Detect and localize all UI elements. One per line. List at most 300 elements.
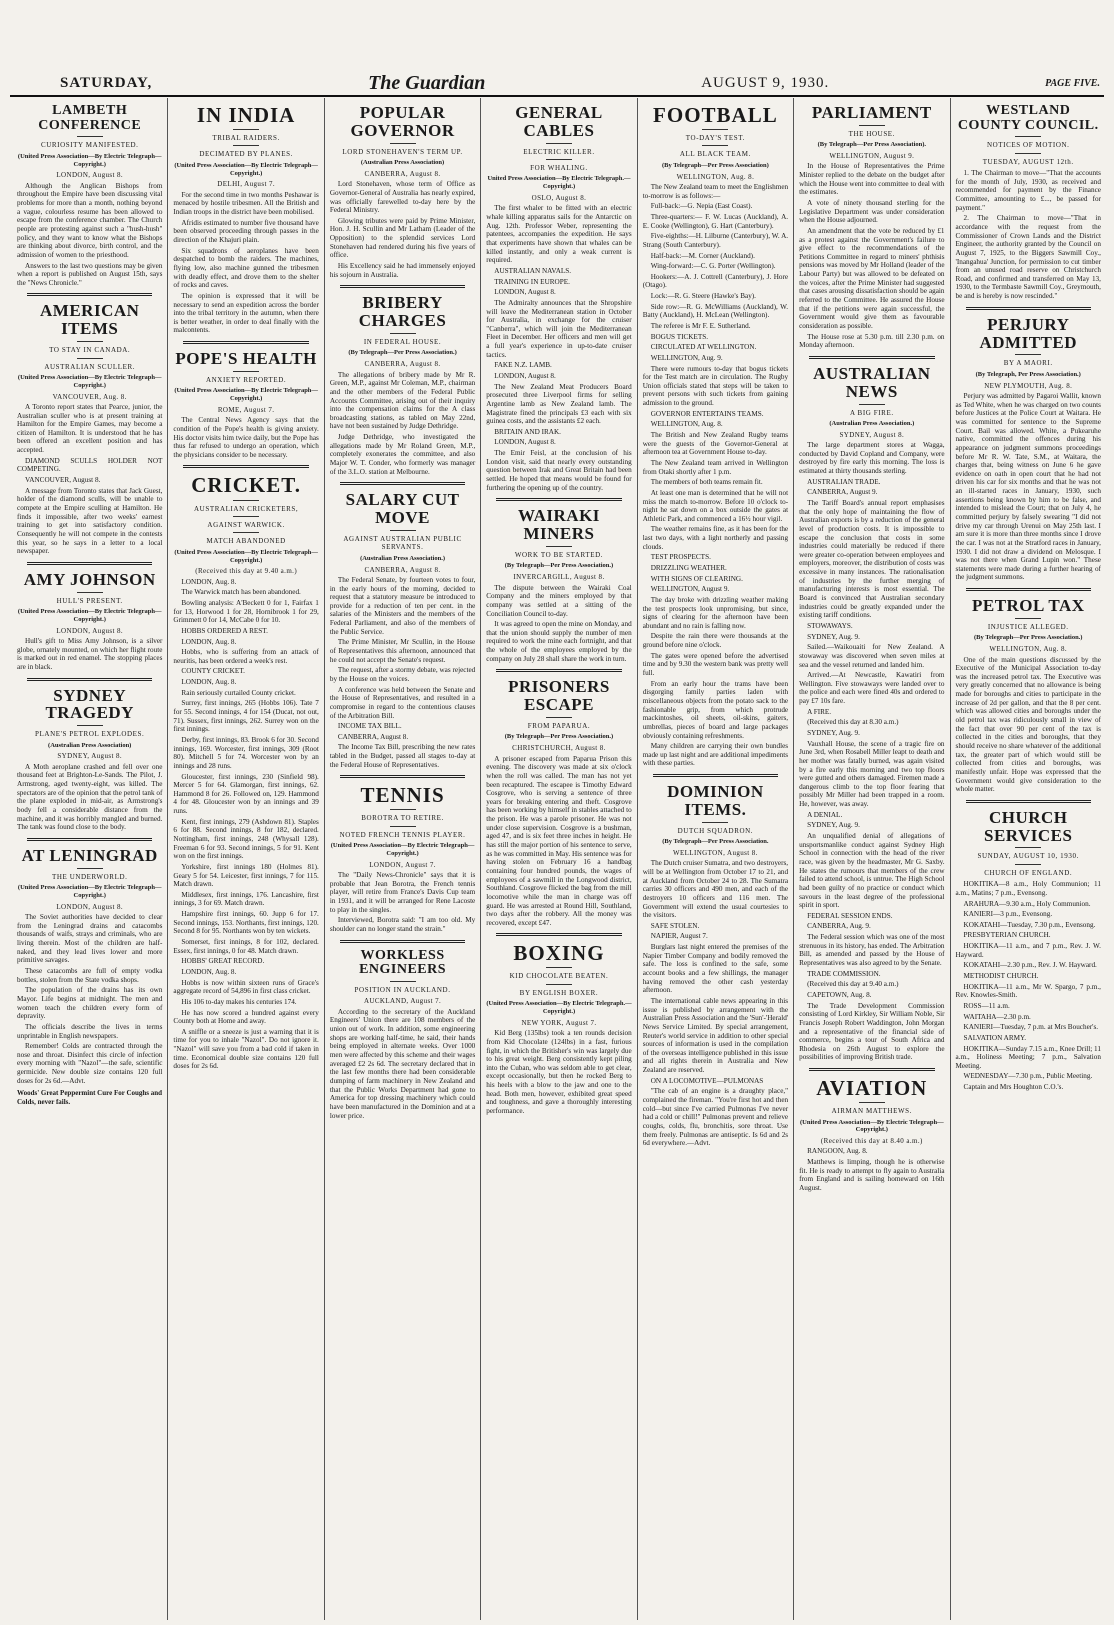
article-paragraph: In the House of Representatives the Prime Minister replied to the debate on the budget after which the House went into committee to deal with the estimates. [799, 162, 945, 197]
article-paragraph: Hobbs is now within sixteen runs of Grace's aggregate record of 54,896 in first class cricket. [173, 978, 319, 996]
article [17, 687, 162, 832]
article-dateline: DELHI, August 7. [217, 180, 275, 189]
article-body [173, 191, 318, 335]
article-credit: United Press Association—By Electric Telegraph.—Copyright.) [487, 175, 631, 191]
article-paragraph: A DENIAL. [807, 810, 843, 819]
article-paragraph: SYDNEY, Aug. 9. [807, 821, 860, 830]
article-paragraph: Although the Anglican Bishops from throughout the Empire have been discussing vital problems for more than a month, nothing beyond a vague, colourless resume has been allowed to escape from the conference chamber. The Church people are protesting against such a "hush-hush" policy, and they want to know what the Bishops are thinking about divorce, birth control, and the admission of women to the priesthood. [17, 181, 163, 259]
article-divider [27, 293, 152, 296]
article-paragraph: METHODIST CHURCH. [963, 972, 1039, 981]
article-paragraph: Side row:—R. G. McWilliams (Auckland), W. Batty (Auckland), H. McLean (Wellington). [642, 302, 789, 320]
article-paragraph: Six squadrons of aeroplanes have been despatched to bomb the raiders. The machines, flying low, also machine gunned the tribesmen with deadly effect, and drove them to the shelter of rocks and caves. [173, 246, 319, 290]
article-paragraph: Interviewed, Borotra said: "I am too old. My shoulder can no longer stand the strain." [329, 916, 476, 934]
article-subheading: BOROTRA TO RETIRE. [330, 809, 475, 822]
article-paragraph: CANBERRA, August 9. [807, 488, 878, 497]
article-paragraph: Kent, first innings, 279 (Ashdown 81). Staples 6 for 88. Second innings, 8 for 182, declared. Nottingham, first innings, 248 (Whysall 128). Freeman 6 for 93. Second innings, 5 for 91. Kent won on the first innings. [173, 817, 319, 861]
article-paragraph: KOKATAHI—Tuesday, 7.30 p.m., Evensong. [963, 920, 1096, 929]
article-paragraph: His 106 to-day makes his centuries 174. [181, 997, 297, 1006]
article-headline: PRISONERS ESCAPE [508, 677, 610, 715]
article-credit: (By Telegraph—Per Press Association). [817, 141, 927, 149]
article-paragraph: Hampshire first innings, 60. Jupp 6 for 17. Second innings, 153. Northants, first innings, 120. Second 8 for 95. Northants won by ten wickets. [173, 910, 319, 936]
article-paragraph: PRESBYTERIAN CHURCH. [963, 931, 1051, 940]
article [956, 104, 1101, 301]
article-headline: CHURCH SERVICES [984, 807, 1073, 845]
article-paragraph: A prisoner escaped from Paparua Prison this evening. The discovery was made at six o'clock when the roll was called. The man has not yet been recaptured. The escapee is Timothy Edward Cosgrove, who is serving a sentence of three years for breaking entering and theft. Cosgrove has been working by himself in stables attached to the prison. He was a parole prisoner. He was not under close supervision. Cosgrove is a bushman, aged 47, and is six feet three inches in height. He has still the major portion of his sentence to serve, as he was committed in May. His sentence was for having stolen on February 16 a handbag containing four hundred pounds, the wages of employees of a sawmill in the Longwood district, Southland. Cosgrove flicked the bag from the mill locomotive while the man in charge was off guard. He was arrested at Round Hill, Southland, two days after the robbery. All the money was recovered, except £47. [486, 754, 632, 927]
article-credit: (United Press Association—By Electric Telegraph—Copyright.) [330, 842, 475, 857]
article [17, 1089, 162, 1106]
article-dateline: LONDON, August 8. [56, 171, 124, 180]
article-dateline: INVERCARGILL, August 8. [513, 573, 605, 582]
article-body [173, 416, 318, 459]
article [643, 783, 788, 1148]
article-subheading: TRIBAL RAIDERS. [173, 129, 318, 142]
article [173, 350, 318, 459]
article-body [17, 763, 162, 832]
article-divider [966, 588, 1091, 591]
article-paragraph: Wing-forward:—C. G. Porter (Wellington). [650, 262, 776, 271]
article-dateline: ROME, August 7. [217, 405, 275, 414]
article-paragraph: BRITAIN AND IRAK. [494, 427, 561, 436]
article-dateline: SYDNEY, August 8. [57, 752, 123, 761]
article-body [330, 371, 475, 477]
article-headline: BRIBERY CHARGES [358, 293, 447, 331]
article-paragraph: The Emir Feisl, at the conclusion of his London visit, said that nearly every outstanding question between Irak and Great Britain had been settled. He hoped that means would be found for furthering the opening up of the country. [486, 449, 632, 492]
article [799, 1077, 944, 1193]
article-body [173, 578, 318, 1071]
article-dateline: NEW PLYMOUTH, Aug. 8. [984, 381, 1073, 390]
article-paragraph: The Admiralty announces that the Shropshire will leave the Mediterranean station in October for Australia, in exchange for the cruiser "Canberra", which will join the Mediterranean Fleet in December. Her officers and men will get a full year's experience in up-to-date cruiser tactics. [486, 298, 632, 359]
column-5 [638, 98, 794, 1620]
article-paragraph: KANIERI—3 p.m., Evensong. [963, 910, 1053, 919]
article-dateline: (Received this day at 8.40 a.m.) [820, 1137, 923, 1146]
article-subheading: ELECTRIC KILLER. [486, 143, 631, 156]
article [330, 949, 475, 1120]
article-paragraph: The Federal session which was one of the most strenuous in its history, has ended. The Arbitration Bill, as amended and passed by the House of Representatives was also agreed to by the Senate. [799, 933, 945, 968]
article-paragraph: The gates were opened before the advertised time and by 9.30 the western bank was pretty well full. [642, 651, 789, 678]
article-paragraph: WITH SIGNS OF CLEARING. [650, 574, 743, 583]
article-subheading: MATCH ABANDONED [173, 532, 318, 545]
article-subheading: TUESDAY, AUGUST 12th. [956, 153, 1101, 166]
article-paragraph: "The cab of an engine is a draughty place," complained the fireman. "You're first hot and then cold—but since I've carried Pulmonas I've never had a cold or chill!" Pulmonas prevent and relieve coughs, colds, flu, bronchitis, sore throat. Use them freely. Pulmonas are antiseptic. Is 6d and 2s 6d everywhere.—Advt. [642, 1087, 789, 1148]
article-dateline: OSLO, August 8. [531, 194, 587, 203]
article-body [956, 392, 1101, 582]
article [486, 507, 631, 663]
advertisement-text: Woods' Great Peppermint Cure For Coughs and Colds, never fails. [17, 1089, 163, 1106]
article [17, 104, 162, 287]
article-paragraph: The Federal Senate, by fourteen votes to four, in the early hours of the morning, decided to request that a statutory measure be introduced to provide for a reduction of ten per cent. in the salaries of the Ministers and the members of the Federal Parliament, and also of the members of the Public Service. [329, 575, 476, 636]
article-dateline: LONDON, August 7. [369, 860, 436, 869]
article-dateline: CHRISTCHURCH, August 8. [512, 744, 606, 753]
article-subheading: LORD STONEHAVEN'S TERM UP. [330, 143, 475, 156]
article-paragraph: SYDNEY, Aug. 9. [807, 729, 860, 737]
article-body [486, 204, 631, 492]
article-paragraph: KANIERI—Tuesday, 7 p.m. at Mrs Boucher's. [963, 1023, 1099, 1032]
article-credit: (By Telegraph—Per Press Association.) [504, 562, 614, 570]
article-paragraph: A message from Toronto states that Jack Guest, holder of the diamond sculls, will be unable to compete at the Empire sculling at Hamilton. He finds it impossible, after two weeks' earnest training to get into satisfactory condition. Consequently he will not compete in the contests this year, so he says in a letter to a local newspaper. [17, 486, 163, 556]
article-paragraph: A Toronto report states that Pearce, junior, the Australian sculler who is at present training at Hamilton for the Empire Games, may become a citizen of Hamilton. It is understood that he has been offered an excellent position and has accepted. [17, 402, 163, 455]
article-paragraph: TRAINING IN EUROPE. [494, 277, 570, 286]
article-divider [27, 562, 152, 565]
article-body [799, 1147, 944, 1192]
article-paragraph: A Moth aeroplane crashed and fell over one thousand feet at Brighton-Le-Sands. The Pilot, J. Armstrong, aged twenty-eight, was killed. The spectators are of the opinion that the petrol tank of the plane exploded in mid-air, as Armstrong's body fell a considerable distance from the machine, and it was horribly mangled and burned. The tank was found close to the body. [17, 762, 163, 832]
article [330, 104, 475, 279]
article-paragraph: LONDON, August 8. [494, 288, 556, 297]
article-paragraph: An unqualified denial of allegations of unsportsmanlike conduct against Sydney High School in connection with the head of the river race, was given by the headmaster, Mr G. Saxby. He states the rumours that members of the crew failed to attend school, is untrue. The High School had been guilty of no practice or conduct which savours in the least degree of the professional spirit in sport. [799, 832, 945, 910]
article-paragraph: The officials describe the lives in terms unprintable in English newspapers. [17, 1022, 163, 1040]
article-paragraph: TEST PROSPECTS. [650, 553, 711, 562]
article-paragraph: KOKATAHI—2.30 p.m., Rev. J. W. Hayward. [963, 961, 1097, 970]
article-subheading: SUNDAY, AUGUST 10, 1930. [956, 847, 1101, 860]
article-paragraph: Three-quarters:— F. W. Lucas (Auckland), A. E. Cooke (Wellington), G. Hart (Canterbury). [642, 212, 789, 230]
article-credit: (By Telegraph—Per Press Association) [661, 161, 769, 169]
article-headline: WAIRAKI MINERS [518, 506, 600, 544]
article-paragraph: HOKITIKA—Sunday 7.15 a.m., Knee Drill; 11 a.m., Holiness Meeting; 7 p.m., Salvation Meeting. [955, 1044, 1101, 1070]
article-subheading: CHURCH OF ENGLAND. [956, 864, 1101, 877]
article-paragraph: The Warwick match has been abandoned. [181, 588, 301, 597]
article-credit: (United Press Association—By Electric Telegraph—Copyright.) [800, 1118, 944, 1134]
article-dateline: WELLINGTON, Aug. 8. [676, 172, 755, 181]
article-credit: (Australian Press Association.) [360, 554, 446, 562]
article-paragraph: AUSTRALIAN TRADE. [807, 477, 881, 486]
article-dateline: NEW YORK, August 7. [521, 1018, 597, 1027]
article-paragraph: The day broke with drizzling weather making the test prospects look unpromising, but since, signs of clearing for the afternoon have been abundant and no rain is falling now. [642, 595, 789, 630]
article-headline: TENNIS [360, 783, 445, 808]
article [643, 104, 788, 768]
article [799, 104, 944, 350]
article-dateline: CANBERRA, August 8. [364, 169, 441, 178]
article-subheading: DUTCH SQUADRON. [643, 822, 788, 835]
article-paragraph: His Excellency said he had immensely enjoyed his sojourn in Australia. [329, 262, 476, 279]
article-subheading: AUSTRALIAN CRICKETERS, [173, 500, 318, 513]
article-paragraph: Afridis estimated to number five thousand have been observed proceeding through passes in the direction of the Khajuri plain. [173, 218, 319, 245]
article-paragraph: CIRCULATED AT WELLINGTON. [650, 343, 757, 352]
article-paragraph: SALVATION ARMY. [963, 1033, 1027, 1042]
article-body [486, 755, 631, 928]
article-paragraph: SAFE STOLEN. [650, 921, 700, 930]
article-subheading: TO STAY IN CANADA. [17, 341, 162, 354]
article-body [956, 169, 1101, 301]
article-paragraph: Derby, first innings, 83. Brook 6 for 30. Second innings, 169. Worcester, first innings, 309 (Root 80). Mitchell 5 for 74. Worcester won by an innings and 28 runs. [173, 735, 319, 770]
article-headline: GENERAL CABLES [515, 103, 603, 140]
article [486, 942, 631, 1115]
article-subheading: NOTICES OF MOTION. [956, 136, 1101, 149]
article-divider [809, 356, 934, 359]
article-paragraph: A vote of ninety thousand sterling for the Legislative Department was under consideration when the House adjourned. [799, 198, 945, 225]
article-paragraph: FAKE N.Z. LAMB. [494, 361, 552, 370]
article-dateline: LONDON, August 8. [56, 626, 124, 635]
article-paragraph: Bowling analysis: A'Beckett 0 for 1, Fairfax 1 for 13, Horwood 1 for 28, Hornibrook 1 for 29, Grimmett 0 for 14, McCabe 0 for 10. [173, 598, 319, 625]
article-credit: (By Telegraph—Per Press Association.) [348, 349, 457, 357]
article-body [17, 403, 162, 556]
article-headline: AT LENINGRAD [21, 845, 158, 865]
article-paragraph: The Central News Agency says that the condition of the Pope's health is giving anxiety. His doctor visits him twice daily, but the Pope has thus far refused to undergo an operation, which the physicians consider to be necessary. [173, 416, 319, 459]
article-paragraph: The large department stores at Wagga, conducted by David Copland and Company, were destroyed by fire early this morning. The loss is estimated at thirty thousands sterling. [799, 441, 945, 476]
article-paragraph: Matthews is limping, though he is otherwise fit. He is ready to attempt to fly again to Australia from England and is sailing homeward on 16th August. [799, 1158, 945, 1193]
article-headline: AUSTRALIAN NEWS [813, 363, 931, 401]
article-paragraph: The Trade Development Commission consisting of Lord Kirkley, Sir William Noble, Sir Francis Joseph Robert Waddington, John Morgan and a representative of the financial side of commerce, begins a tour of South Africa and Rhodesia on 26th August to explore the possibilities of improving British trade. [799, 1001, 945, 1062]
article [956, 809, 1101, 1092]
article-paragraph: Surrey, first innings, 265 (Hobbs 106). Tate 7 for 55. Second innings, 4 for 154 (Ducat, not out, 71). Sussex, first innings, 262. Surrey won on the first innings. [173, 699, 319, 734]
article [486, 104, 631, 492]
article-paragraph: HOKITIKA—11 a.m., Mr W. Spargo, 7 p.m., Rev. Knowles-Smith. [955, 982, 1101, 1000]
article-paragraph: It was agreed to open the mine on Monday, and that the union should supply the number of men required to work the mine each fortnight, and that the whole of the employees employed by the company on July 28 shall share the work in turn. [486, 620, 632, 663]
article-paragraph: Remember! Colds are contracted through the nose and throat. Disinfect this circle of infection every morning with "Nazol"—the safe, scientific germicide. New double size contains 120 full doses for 2s 6d.—Advt. [17, 1042, 163, 1085]
article-divider [340, 482, 465, 485]
article-dateline: VANCOUVER, Aug. 8. [52, 392, 127, 401]
column-1 [12, 98, 168, 1620]
article-paragraph: RANGOON, Aug. 8. [807, 1147, 868, 1156]
article-paragraph: Glowing tributes were paid by Prime Minister, Hon. J. H. Scullin and Mr Latham (Leader of the Opposition) to the splendid services Lord Stonehaven had rendered during his five years of office. [329, 216, 476, 260]
article-paragraph: The Soviet authorities have decided to clear from the Leningrad drains and catacombs thousands of waifs, strays and criminals, who are living therein. Most of the children are half-naked, and they lead lives lower and more primitive savages. [17, 913, 163, 965]
column-7 [951, 98, 1106, 1620]
article-headline: IN INDIA [196, 103, 296, 127]
article-paragraph: The dispute between the Wairaki Coal Company and the miners employed by that company was settled at a sitting of the Conciliation Council to-day. [486, 583, 632, 618]
article-paragraph: HOKITIKA—11 a.m., and 7 p.m., Rev. J. W. Hayward. [955, 942, 1101, 959]
article-credit: (United Press Association—By Electric Telegraph—Copyright.) [17, 608, 162, 623]
article-subheading: BY ENGLISH BOXER. [486, 984, 631, 997]
article-paragraph: Yorkshire, first innings 180 (Holmes 81). Geary 5 for 54. Leicester, first innings, 7 for 115. Match drawn. [173, 862, 319, 889]
article-headline: SYDNEY TRAGEDY [45, 685, 134, 723]
article-paragraph: (Received this day at 9.40 a.m.) [807, 980, 899, 989]
article-headline: PERJURY ADMITTED [979, 314, 1077, 352]
article-credit: (United Press Association—By Electric Telegraph—Copyright.) [17, 152, 162, 168]
article-paragraph: CAPETOWN, Aug. 8. [807, 990, 872, 999]
article-body [330, 1008, 475, 1120]
article-divider [340, 285, 465, 288]
columns-container [12, 98, 1106, 1620]
article-paragraph: CANBERRA, Aug. 9. [807, 922, 871, 931]
article-paragraph: FEDERAL SESSION ENDS. [807, 911, 893, 920]
article-subheading: TO-DAY'S TEST. [643, 129, 788, 142]
article-paragraph: ON A LOCOMOTIVE—PULMONAS [650, 1076, 764, 1085]
article-dateline: CANBERRA, August 8. [364, 360, 441, 369]
article-body [486, 1029, 631, 1115]
article-credit: (United Press Association—By Electric Telegraph—Copyright.) [174, 387, 318, 403]
article [330, 784, 475, 933]
article-subheading: INJUSTICE ALLEGED. [956, 618, 1101, 631]
article-dateline: (Received this day at 9.40 a.m.) [195, 567, 298, 576]
article-subheading: POSITION IN AUCKLAND. [330, 981, 475, 994]
article-paragraph: Judge Dethridge, who investigated the allegations made by Mr Roland Green, M.P., completely exonerates the committee, and also Major W. T. Conder, who formerly was manager of the 3.L.O. station at Melbourne. [329, 433, 476, 476]
article-paragraph: A conference was held between the Senate and the House of Representatives, and resulted in a compromise in regard to the contentious clauses of the Arbitration Bill. [329, 685, 476, 720]
article-paragraph: WELLINGTON, Aug. 9. [650, 353, 723, 362]
article-dateline: WELLINGTON, August 8. [672, 848, 758, 857]
article-credit: (By Telegraph—Per Press Association.) [974, 634, 1083, 642]
article-paragraph: Full-back:—G. Nepia (East Coast). [650, 202, 753, 211]
article [17, 571, 162, 672]
article-paragraph: INCOME TAX BILL. [337, 722, 402, 731]
article-paragraph: Middlesex, first innings, 176. Lancashire, first innings, 3 for 69. Match drawn. [173, 890, 319, 908]
article-paragraph: HOBBS ORDERED A REST. [181, 626, 268, 635]
article-body [643, 183, 788, 768]
column-2 [168, 98, 324, 1620]
article-paragraph: The "Daily News-Chronicle" says that it is probable that Jean Borotra, the French tennis player, will retire from France's Davis Cup team in 1931, and it will be arranged for Rene Lacoste to play in the singles. [329, 871, 476, 914]
article-paragraph: The Tariff Board's annual report emphasises that the only hope of maintaining the flow of Australian exports is by a reduction of the general level of production costs. It is impossible to escape the conclusion that costs in some industries could materially be reduced if there were greater co-operation between employees and employers, moreover, the distribution of costs was excessive in many instances. The rationalisation of industries by the further merging of manufacturing interests is most essential. The Board is convinced that Australian secondary industries could be greatly expanded under the existing tariff conditions. [799, 498, 945, 620]
article-paragraph: A sniffle or a sneeze is just a warning that it is time for you to inhale "Nazol". Do not ignore it. "Nazol" will save you from a bad cold if taken in time. Economical double size contains 120 full doses for 2s 6d. [173, 1027, 319, 1071]
article [956, 597, 1101, 794]
page-number: PAGE FIVE. [1045, 77, 1100, 89]
article-paragraph: STOWAWAYS. [807, 621, 853, 630]
article-subheading: ANXIETY REPORTED. [173, 371, 318, 384]
article-paragraph: 1. The Chairman to move—"That the accounts for the month of July, 1930, as received and recommended for payment by the Finance Committee, amounting to £..., be passed for payment." [955, 169, 1101, 212]
article-paragraph: DRIZZLING WEATHER. [650, 564, 727, 572]
article-subheading: AUSTRALIAN SCULLER. [17, 358, 162, 371]
article-divider [496, 498, 621, 501]
article-body [799, 441, 944, 1062]
article-headline: FOOTBALL [653, 103, 778, 127]
article-paragraph: The first whaler to be fitted with an electric whale killing apparatus sails for the Antarctic on Aug. 12th. Professor Weber, representing the patentees, accompanies the expedition. He says that experiments have shown that whales can be killed instantly, and only a weak current is required. [486, 204, 632, 265]
article-paragraph: Somerset, first innings, 8 for 102, declared. Essex, first innings, 0 for 48. Match drawn. [173, 938, 319, 955]
article-credit: (Australian Press Association) [360, 159, 445, 167]
article-paragraph: LONDON, Aug. 8. [181, 967, 237, 976]
article-subheading: DECIMATED BY PLANES. [173, 145, 318, 158]
article-divider [27, 678, 152, 681]
article-paragraph: The weather remains fine, as it has been for the last two days, with a light northerly and passing clouds. [642, 525, 789, 551]
article-subheading: A BIG FIRE. [799, 404, 944, 417]
article-credit: (United Press Association—By Electric Telegraph.—Copyright.) [486, 1000, 632, 1016]
article-paragraph: NAPIER, August 7. [650, 932, 708, 941]
article-paragraph: (Received this day at 8.30 a.m.) [807, 718, 899, 727]
article-body [17, 182, 162, 288]
article-paragraph: The New Zealand team to meet the Englishmen to-morrow is as follows:— [642, 183, 789, 200]
article-headline: WORKLESS ENGINEERS [359, 947, 447, 978]
article-divider [340, 775, 465, 778]
column-3 [325, 98, 481, 1620]
article-paragraph: LONDON, Aug. 8. [181, 637, 237, 646]
article-paragraph: TRADE COMMISSION. [807, 969, 881, 978]
article-subheading: AIRMAN MATTHEWS. [799, 1102, 944, 1115]
article-body [330, 180, 475, 279]
article [330, 294, 475, 476]
article-credit: (Australian Press Association) [48, 741, 132, 749]
article-paragraph: BOGUS TICKETS. [650, 332, 709, 341]
article-credit: (By Telegraph—Per Press Association. [662, 838, 769, 846]
article-subheading: PLANE'S PETROL EXPLODES. [17, 725, 162, 738]
article-body [17, 913, 162, 1085]
article-paragraph: Hobbs, who is suffering from an attack of neuritis, has been ordered a week's rest. [173, 648, 319, 665]
masthead-rule [10, 95, 1104, 97]
article-headline: BOXING [513, 941, 605, 966]
article-paragraph: There were rumours to-day that bogus tickets for the Test match are in circulation. The Rugby Union officials stated that steps will be taken to prevent persons with such tickets from gaining admission to the ground. [642, 364, 789, 408]
article-paragraph: ROSS—11 a.m. [963, 1001, 1010, 1010]
article [486, 678, 631, 927]
article-paragraph: LONDON, August 8. [494, 438, 556, 447]
article-subheading: FOR WHALING. [486, 159, 631, 172]
article-body [486, 584, 631, 664]
article-credit: (United Press Association—By Electric Telegraph—Copyright.) [174, 161, 318, 177]
article-paragraph: CANBERRA, August 8. [337, 732, 409, 741]
article-dateline: WELLINGTON, August 9. [829, 152, 915, 161]
article-paragraph: COUNTY CRICKET. [181, 667, 245, 676]
article-paragraph: Five-eighths:—H. Lilburne (Canterbury), W. A. Strang (South Canterbury). [642, 232, 789, 249]
article-subheading: BY A MAORI. [956, 354, 1101, 367]
article-subheading: CURIOSITY MANIFESTED. [17, 136, 162, 149]
article-headline: CRICKET. [191, 473, 301, 498]
article-paragraph: From an early hour the trams have been disgorging family parties laden with miscellaneous objects from the potato sack to the fashionable grip, from which protrude mackintoshes, oil sheets, oil-skins, gaiters, umbrellas, pieces of board and large packages obviously containing refreshments. [642, 679, 789, 740]
article-paragraph: WEDNESDAY—7.30 p.m., Public Meeting. [963, 1072, 1093, 1081]
article [17, 847, 162, 1085]
article-paragraph: The Income Tax Bill, prescribing the new rates tabled in the Budget, passed all stages to-day at the Federal House of Representatives. [329, 743, 476, 769]
article-paragraph: ARAHURA—9.30 a.m., Holy Communion. [963, 899, 1091, 908]
article-subheading: IN FEDERAL HOUSE. [330, 333, 475, 346]
article-paragraph: According to the secretary of the Auckland Engineers' Union there are 108 members of the union out of work. In addition, some engineering shops are working half-time, he said, their hands being employed in alternate weeks. Over 1000 men were affected by this scheme and their wages averaged £2 2s 6d. The secretary declared that in the last few months there had been considerable dumping of farm machinery in New Zealand and that the Public Works Department had gone to America for top dressing machinery which could have been manufactured in the Dominion and at a lower price. [329, 1007, 476, 1120]
masthead-day: SATURDAY, [60, 74, 153, 91]
article-paragraph: He has now scored a hundred against every County both at Home and away. [173, 1008, 319, 1026]
article-dateline: CANBERRA, August 8. [364, 565, 441, 574]
article-paragraph: SYDNEY, Aug. 9. [807, 632, 860, 641]
article-dateline: LONDON, August 8. [56, 902, 124, 911]
article-body [330, 871, 475, 933]
article-credit: (United Press Association—By Electric Telegraph—Copyright.) [17, 884, 162, 899]
article-body [643, 859, 788, 1148]
article-divider [340, 940, 465, 943]
article-paragraph: Sailed.—Waikouaiti for New Zealand. A stowaway was discovered when seven miles at sea and the vessel returned and landed him. [799, 643, 945, 669]
article-paragraph: The Prime Minister, Mr Scullin, in the House of Representatives this afternoon, announced that he could not accept the Senate's request. [329, 638, 476, 664]
article-subheading: HULL'S PRESENT. [17, 592, 162, 605]
article-headline: AMY JOHNSON [23, 569, 156, 589]
article-paragraph: Lord Stonehaven, whose term of Office as Governor-General of Australia has nearly expired, was officially farewelled to-day here by the Federal Ministry. [329, 180, 476, 215]
article-paragraph: Burglars last night entered the premises of the Napier Timber Company and bodily removed the safe. The loss is confined to the safe, some account books and a few shillings, the manager having removed the other cash yesterday afternoon. [642, 943, 789, 995]
article-paragraph: An amendment that the vote be reduced by £1 as a protest against the Government's failure to give effect to the recommendations of the Petitions Committee in regard to miners' phthisis pensions was moved by Mr Holland (leader of the Labour Party) but was allowed to be defeated on the voices, after the Prime Minister had suggested that cases arousing dissatisfaction should be again referred to the Committee. He assured the House that if the petitions were again successful, the Government would give them as favourable consideration as possible. [799, 226, 945, 330]
masthead [60, 72, 1100, 94]
masthead-paper-title: The Guardian [368, 71, 486, 94]
article-headline: LAMBETH CONFERENCE [38, 103, 142, 133]
article-subheading: KID CHOCOLATE BEATEN. [486, 967, 631, 980]
article-paragraph: Gloucester, first innings, 230 (Sinfield 98). Mercer 5 for 64. Glamorgan, first innings, 62. Hammond 8 for 26. Followed on, 129. Hammond 4 for 48. Gloucester won by an innings and 39 runs. [173, 772, 319, 816]
article-paragraph: The British and New Zealand Rugby teams were the guests of the Governor-General at afternoon tea at Government House to-day. [642, 431, 789, 457]
article-paragraph: HOKITIKA—8 a.m., Holy Communion; 11 a.m., Matins; 7 p.m., Evensong. [955, 880, 1101, 897]
article-paragraph: DIAMOND SCULLS HOLDER NOT COMPETING. [17, 456, 163, 474]
article [173, 474, 318, 1071]
article-subheading: NOTED FRENCH TENNIS PLAYER. [330, 826, 475, 839]
article-paragraph: The New Zealand team arrived in Wellington from Otaki shortly after 1 p.m. [642, 458, 789, 476]
article-divider [27, 838, 152, 841]
article-paragraph: Many children are carrying their own bundles made up last night and are additional impediments with these parties. [642, 742, 789, 768]
article-credit: (By Telegraph—Per Press Association.) [504, 733, 614, 741]
article-headline: POPE'S HEALTH [175, 349, 317, 369]
column-4 [481, 98, 637, 1620]
article-headline: SALARY CUT MOVE [345, 490, 460, 528]
article-dateline: SYDNEY, August 8. [839, 430, 905, 439]
article-divider [653, 774, 778, 777]
article-divider [809, 1068, 934, 1071]
article-paragraph: The request, after a stormy debate, was rejected by the House on the voices. [329, 666, 476, 683]
article-paragraph: Captain and Mrs Houghton C.O.'s. [963, 1083, 1064, 1092]
article-subheading: AGAINST WARWICK. [173, 516, 318, 529]
article-paragraph: LONDON, August 8. [494, 371, 556, 380]
article-paragraph: Kid Berg (135lbs) took a ten rounds decision from Kid Chocolate (124lbs) in a fast, furious fight, in which the Britisher's win was largely due to his great weight. Berg consistently kept piling into the Cuban, who was seldom able to get clear, except occasionally, but then he rocked Berg to his heels with a blow to the jaw and one to the head. Both men, however, exhibited great speed and toughness, and gave a thoroughly interesting performance. [486, 1029, 632, 1115]
article-subheading: WORK TO BE STARTED. [486, 546, 631, 559]
article-subheading: FROM PAPARUA. [486, 717, 631, 730]
article-paragraph: Hull's gift to Miss Amy Johnson, is a silver globe, ornately mounted, on which her flight route is marked out in red enamel. The stopping places are in black. [17, 637, 163, 671]
article-paragraph: WELLINGTON, August 9. [650, 585, 730, 594]
article-paragraph: 2. The Chairman to move—"That in accordance with the request from the Commissioner of Crown Lands and the District Engineer, the authority granted by the Council on August 7, 1925, to the Biggers Sawmill Coy., 'Inangahua' Junction, for permission to cut timber from an unused road reserve on Christchurch Road, and confirmed and transferred on May 13, 1930, to the Termbaste Sawmill Coy., Greymouth, be and is hereby is now rescinded." [955, 214, 1101, 301]
article-divider [496, 933, 621, 936]
article-paragraph: A FIRE. [807, 707, 832, 716]
article-paragraph: The House rose at 5.30 p.m. till 2.30 p.m. on Monday afternoon. [799, 332, 945, 350]
article-paragraph: VANCOUVER, August 8. [25, 476, 101, 485]
article-headline: WESTLAND COUNTY COUNCIL. [957, 103, 1099, 133]
article-paragraph: The international cable news appearing in this issue is published by arrangement with the Australian Press Association and the 'Sun'-'Herald' News Service Limited. By special arrangement, Reuter's world service in addition to other special sources of information is used in the compilation of the overseas intelligence published in this issue and all rights therein in Australia and New Zealand are reserved. [642, 996, 789, 1075]
article [17, 302, 162, 555]
article-paragraph: The New Zealand Meat Producers Board prosecuted three Liverpool firms for selling Argentine lamb as New Zealand lamb. The Magistrate fined the principals £3 each with six guinea costs, and the assistants £2 each. [486, 382, 632, 426]
article-paragraph: The population of the drains has its own Mayor. Life begins at midnight. The men and women teach the children every form of depravity. [17, 986, 163, 1021]
article-credit: (Australian Press Association.) [829, 419, 915, 427]
article-headline: PETROL TAX [971, 596, 1085, 616]
article-paragraph: At least one man is determined that he will not miss the match to-morrow. Before 10 o'clock to-night he sat down on a box outside the gates at Athletic Park, and commenced a 16½ hour vigil. [642, 488, 789, 523]
article-paragraph: GOVERNOR ENTERTAINS TEAMS. [650, 409, 764, 418]
article-credit: (By Telegraph, Per Press Association.) [975, 370, 1081, 378]
